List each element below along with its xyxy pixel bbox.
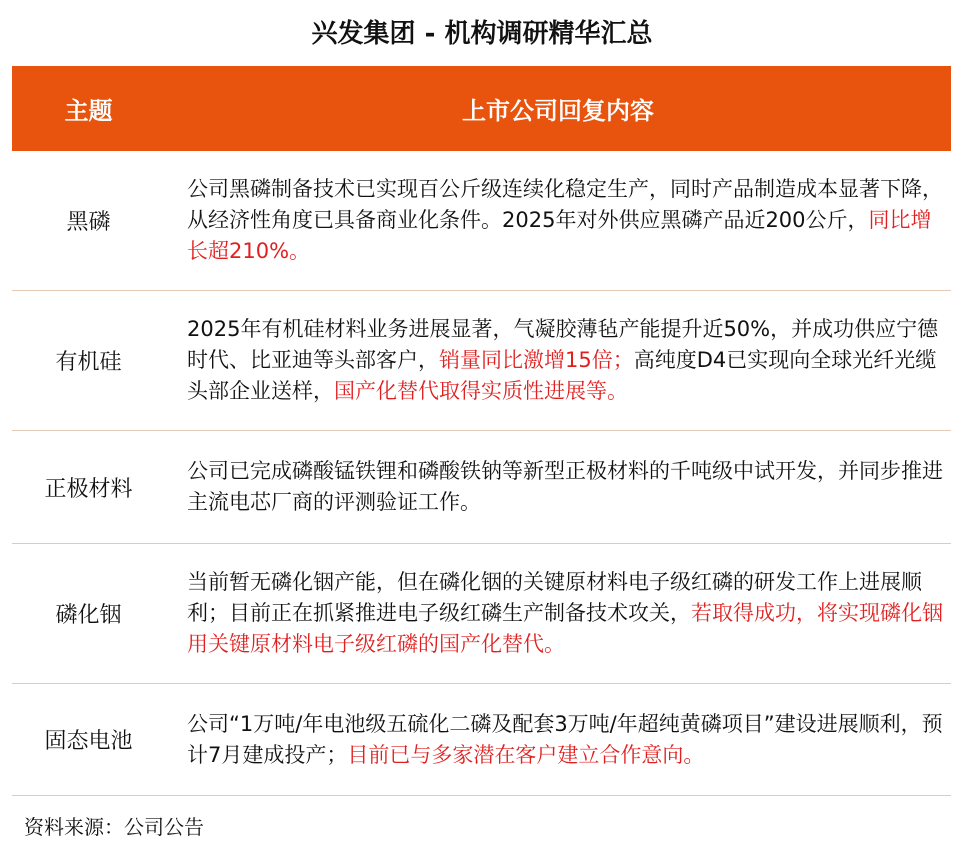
research-summary-table — [12, 66, 951, 796]
table-row — [12, 684, 951, 796]
reply-text: 2025年有机硅材料业务进展显著，气凝胶薄毡产能提升近50%，并成功供应宁德时代、比亚迪等头部客户， — [187, 317, 939, 372]
table-row — [12, 431, 951, 544]
reply-text: 公司黑磷制备技术已实现百公斤级连续化稳定生产，同时产品制造成本显著下降，从经济性角度已具备商业化条件。2025年对外供应黑磷产品近200公斤， — [187, 177, 943, 232]
table-header — [12, 66, 951, 151]
row-reply — [165, 291, 951, 430]
reply-highlight: 若取得成功，将实现磷化铟用关键原材料电子级红磷的国产化替代。 — [187, 601, 943, 656]
header-reply: 上市公司回复内容 — [462, 97, 654, 125]
row-topic: 有机硅 — [55, 350, 122, 375]
source-note: 资料来源：公司公告 — [24, 815, 204, 839]
row-reply — [165, 684, 951, 795]
reply-text: 当前暂无磷化铟产能，但在磷化铟的关键原材料电子级红磷的研发工作上进展顺利；目前正在抓紧推进电子级红磷生产制备技术攻关， — [187, 570, 922, 625]
table-row — [12, 291, 951, 431]
reply-text: 公司已完成磷酸锰铁锂和磷酸铁钠等新型正极材料的千吨级中试开发，并同步推进主流电芯厂商的评测验证工作。 — [187, 459, 943, 514]
row-reply — [165, 544, 951, 683]
reply-text: 公司“1万吨/年电池级五硫化二磷及配套3万吨/年超纯黄磷项目”建设进展顺利，预计7月建成投产； — [187, 711, 943, 767]
row-topic: 固态电池 — [44, 729, 133, 754]
table-row — [12, 151, 951, 291]
reply-highlight: 目前已与多家潜在客户建立合作意向。 — [347, 742, 705, 767]
header-topic: 主题 — [64, 97, 113, 125]
row-reply — [165, 431, 951, 543]
row-topic: 磷化铟 — [55, 603, 122, 628]
row-topic: 正极材料 — [44, 476, 133, 502]
row-reply — [165, 151, 951, 290]
row-topic: 黑磷 — [66, 210, 111, 235]
reply-text: 高纯度D4已实现向全球光纤光缆头部企业送样， — [187, 348, 937, 403]
reply-highlight: 同比增长超210%。 — [187, 208, 932, 263]
reply-highlight: 销量同比激增15倍； — [439, 348, 634, 372]
table-row — [12, 544, 951, 684]
page-title: 兴发集团 - 机构调研精华汇总 — [311, 19, 653, 49]
reply-highlight: 国产化替代取得实质性进展等。 — [334, 379, 628, 403]
